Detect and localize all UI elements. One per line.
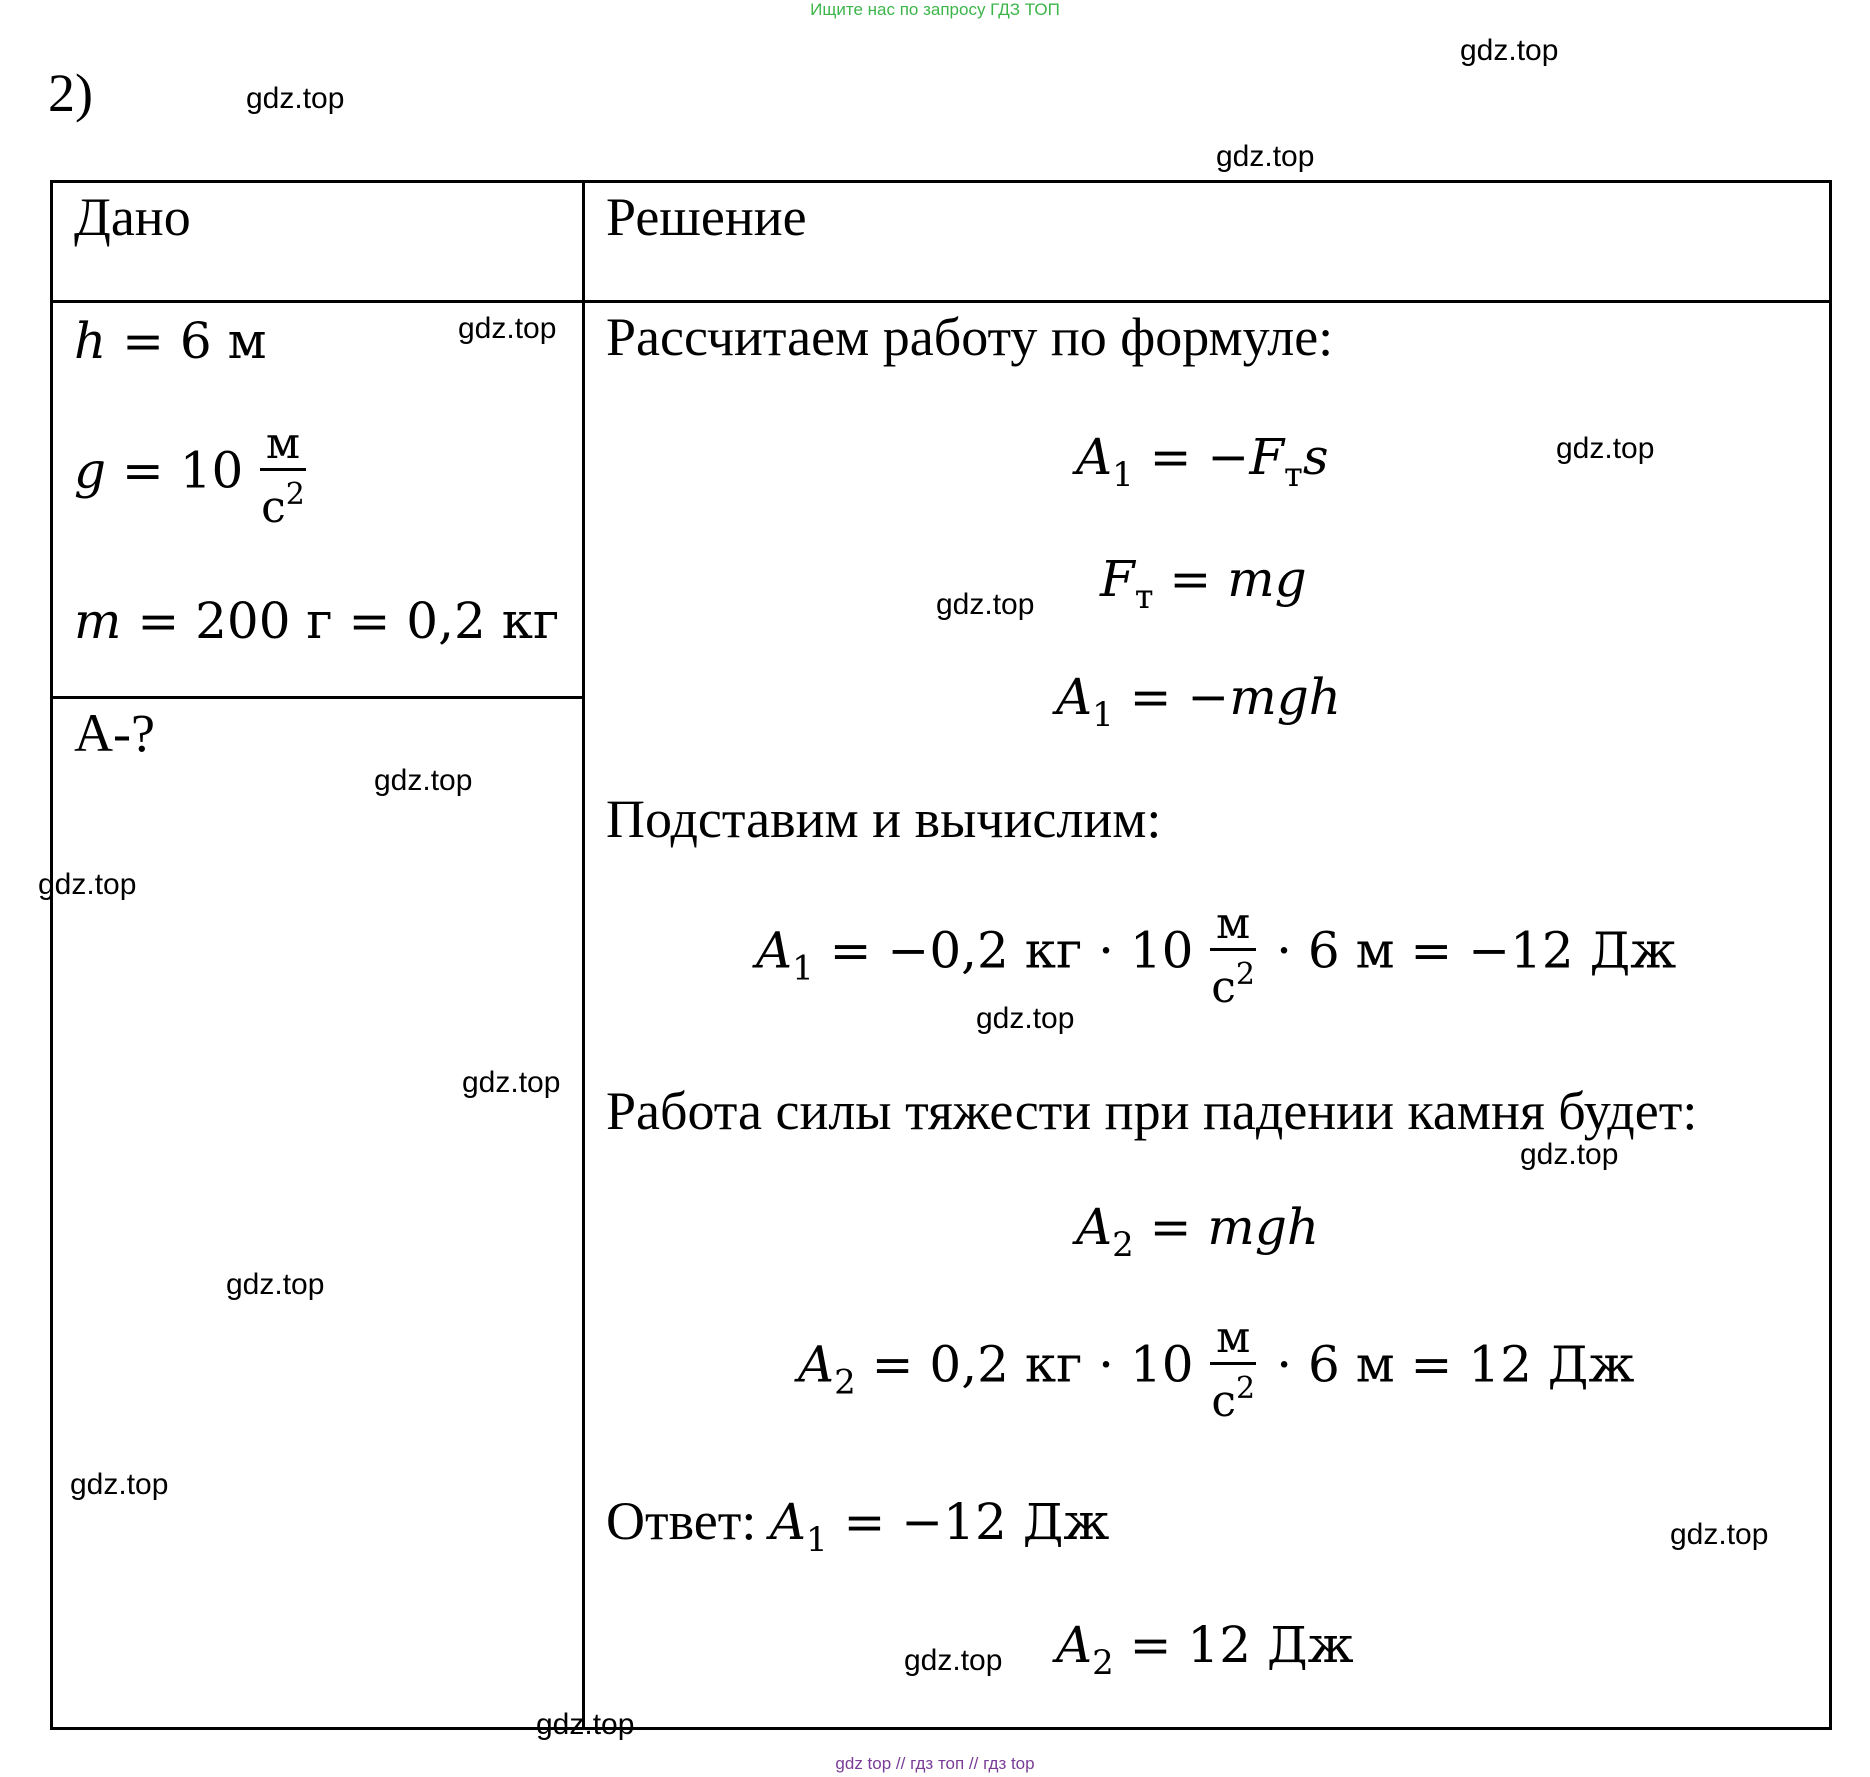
table-column-divider	[582, 180, 585, 1730]
equation-work-2: $A_2$ = mgh	[1076, 1198, 1320, 1265]
calculation-2: $A_2 = 0,2$ кг · 10 $\frac{м}{с^2}$ · 6 м = 12 Дж	[798, 1312, 1635, 1427]
watermark: gdz.top	[536, 1708, 635, 1741]
watermark: gdz.top	[374, 764, 473, 797]
find-question: А-?	[74, 703, 155, 763]
answer-line-2: $A_2 = 12$ Дж	[1056, 1616, 1354, 1683]
unit-fraction: $\frac{м}{с^2}$	[261, 418, 305, 533]
watermark: gdz.top	[1556, 432, 1655, 465]
solution-intro: Рассчитаем работу по формуле:	[606, 307, 1334, 367]
watermark: gdz.top	[226, 1268, 325, 1301]
watermark: gdz.top	[1520, 1138, 1619, 1171]
watermark: gdz.top	[462, 1066, 561, 1099]
given-find-divider	[50, 696, 585, 699]
equation-work-mgh: $A_1 = -mgh$	[1056, 668, 1341, 735]
equation-gravity-force: $F_т$ = mg	[1100, 550, 1307, 617]
answer-line-1: Ответ: $A_1 = -12$ Дж	[606, 1491, 1110, 1560]
watermark: gdz.top	[246, 82, 345, 115]
gravity-work-text: Работа силы тяжести при падении камня будет:	[606, 1081, 1698, 1141]
watermark: gdz.top	[904, 1644, 1003, 1677]
equation-work-force: $A_1 = -F_тs$	[1076, 428, 1329, 495]
given-m: m = 200 г = 0,2 кг	[74, 592, 560, 650]
given-h: h = 6 м	[74, 312, 267, 370]
answer-label: Ответ:	[606, 1491, 770, 1551]
problem-number: 2)	[48, 63, 93, 123]
top-search-note: Ищите нас по запросу ГДЗ ТОП	[810, 0, 1060, 19]
calculation-1: $A_1 = -0,2$ кг · 10 $\frac{м}{с^2}$ · 6 м = −12 Дж	[756, 898, 1677, 1013]
footer-watermark: gdz top // гдз топ // гдз top	[835, 1754, 1035, 1773]
unit-fraction: $\frac{м}{с^2}$	[1211, 1312, 1256, 1427]
table-header-divider	[50, 300, 1832, 303]
watermark: gdz.top	[936, 588, 1035, 621]
given-header: Дано	[74, 187, 191, 247]
watermark: gdz.top	[38, 868, 137, 901]
watermark: gdz.top	[976, 1002, 1075, 1035]
substitute-text: Подставим и вычислим:	[606, 789, 1162, 849]
watermark: gdz.top	[70, 1468, 169, 1501]
watermark: gdz.top	[458, 312, 557, 345]
watermark: gdz.top	[1460, 34, 1559, 67]
given-g: g = 10 $\frac{м}{с^2}$	[74, 418, 305, 533]
watermark: gdz.top	[1216, 140, 1315, 173]
watermark: gdz.top	[1670, 1518, 1769, 1551]
unit-fraction: $\frac{м}{с^2}$	[1211, 898, 1255, 1013]
solution-header: Решение	[606, 187, 807, 247]
